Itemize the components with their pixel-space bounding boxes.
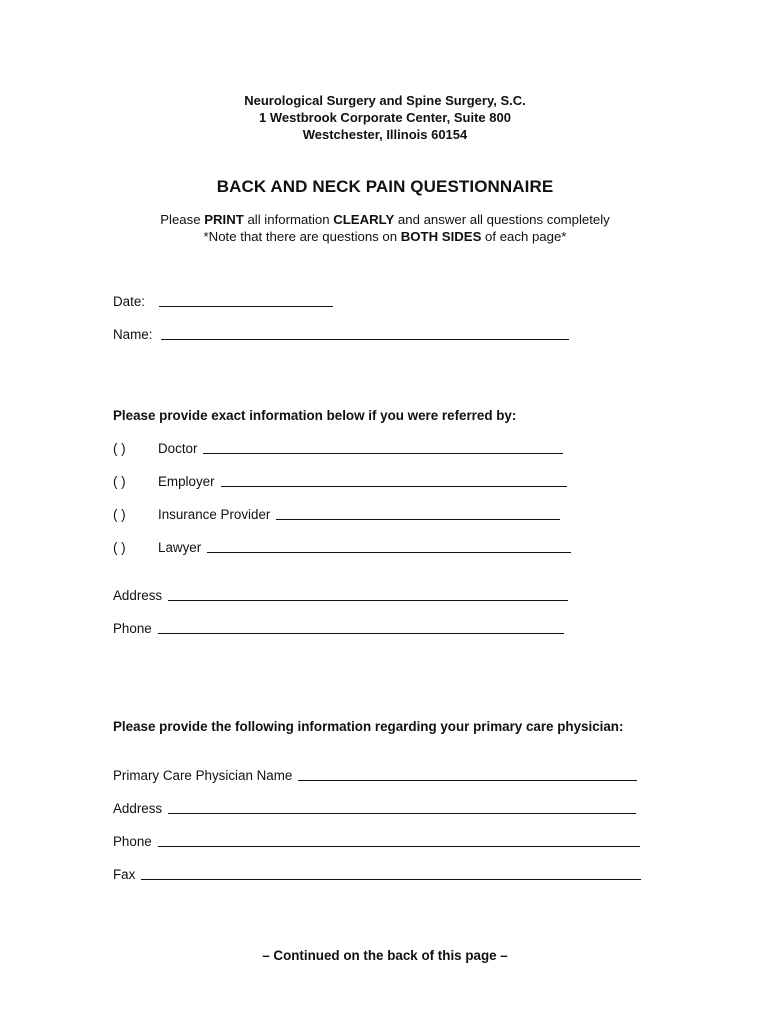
physician-address-label: Address <box>113 801 163 816</box>
referral-option-employer <box>158 474 567 489</box>
referral-phone-label: Phone <box>113 621 152 636</box>
doctor-checkbox[interactable]: ( ) <box>113 441 126 456</box>
physician-phone-field <box>113 834 640 849</box>
referral-option-doctor <box>158 441 563 456</box>
name-blank[interactable] <box>161 338 569 340</box>
insurance-label: Insurance Provider <box>158 507 271 522</box>
doctor-blank[interactable] <box>203 452 563 454</box>
employer-checkbox[interactable]: ( ) <box>113 474 126 489</box>
practice-address: 1 Westbrook Corporate Center, Suite 800 <box>259 110 511 125</box>
insurance-blank[interactable] <box>276 518 560 520</box>
lawyer-blank[interactable] <box>207 551 571 553</box>
employer-label: Employer <box>158 474 215 489</box>
name-field <box>113 327 569 342</box>
date-label: Date: <box>113 294 146 309</box>
referral-heading: Please provide exact information below if you were referred by: <box>113 408 517 423</box>
date-field <box>113 294 333 309</box>
physician-name-blank[interactable] <box>298 779 637 781</box>
lawyer-checkbox[interactable]: ( ) <box>113 540 126 555</box>
referral-option-lawyer <box>158 540 571 555</box>
referral-phone-blank[interactable] <box>158 632 564 634</box>
instructions-line-2: *Note that there are questions on BOTH SIDES of each page* <box>203 229 567 244</box>
lawyer-label: Lawyer <box>158 540 202 555</box>
employer-blank[interactable] <box>221 485 567 487</box>
physician-address-field <box>113 801 636 816</box>
practice-city: Westchester, Illinois 60154 <box>302 127 468 142</box>
physician-address-blank[interactable] <box>168 812 636 814</box>
physician-heading: Please provide the following information regarding your primary care physician: <box>113 719 624 734</box>
instructions-line-1: Please PRINT all information CLEARLY and answer all questions completely <box>160 212 610 227</box>
referral-address-blank[interactable] <box>168 599 568 601</box>
date-blank[interactable] <box>159 305 333 307</box>
referral-address-label: Address <box>113 588 163 603</box>
physician-fax-field <box>113 867 641 882</box>
referral-phone-field <box>113 621 564 636</box>
page-title: BACK AND NECK PAIN QUESTIONNAIRE <box>216 177 554 196</box>
practice-name: Neurological Surgery and Spine Surgery, S.C. <box>244 93 526 108</box>
physician-name-field <box>113 768 637 783</box>
physician-phone-label: Phone <box>113 834 152 849</box>
name-label: Name: <box>113 327 153 342</box>
physician-fax-label: Fax <box>113 867 136 882</box>
physician-phone-blank[interactable] <box>158 845 640 847</box>
referral-option-insurance <box>158 507 560 522</box>
continued-note: – Continued on the back of this page – <box>262 948 508 963</box>
referral-address-field <box>113 588 568 603</box>
physician-name-label: Primary Care Physician Name <box>113 768 293 783</box>
physician-fax-blank[interactable] <box>141 878 641 880</box>
doctor-label: Doctor <box>158 441 198 456</box>
insurance-checkbox[interactable]: ( ) <box>113 507 126 522</box>
